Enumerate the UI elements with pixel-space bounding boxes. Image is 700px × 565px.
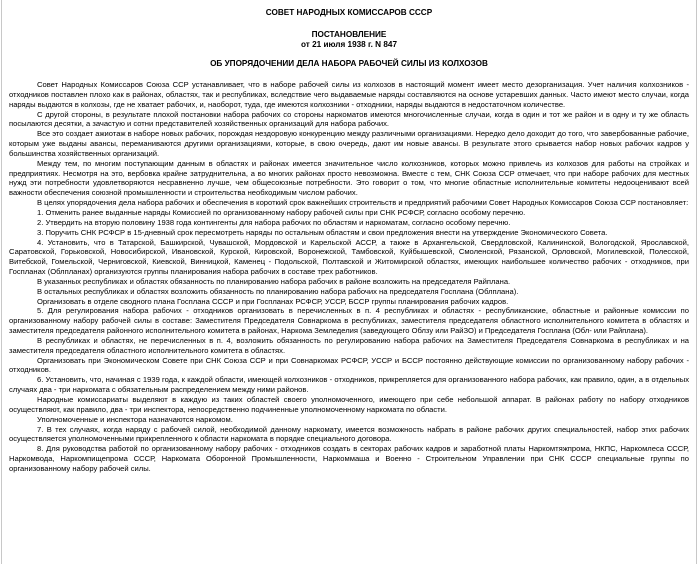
paragraph: В указанных республиках и областях обязанность по планированию набора рабочих в районе возложить на председателя Райплана.: [37, 276, 511, 286]
document-text: [9, 80, 689, 474]
paragraph: Организовать при Экономическом Совете при СНК Союза ССР и при Совнаркомах РСФСР, УССР и БССР постоянно действующие комиссии по организованному набору рабочих - отходников.: [9, 355, 689, 375]
document-frame: [1, 0, 697, 564]
document-header: [9, 8, 689, 69]
paragraph: 7. В тех случаях, когда наряду с рабочей силой, необходимой данному наркомату, имеется возможность набрать в районе рабочих других специальностей, набор этих рабочих осуществляется уполномоченными прикрепленного к области наркомата в порядке специального договора.: [9, 424, 689, 444]
paragraph: Все это создает ажиотаж в наборе новых рабочих, порождая нездоровую конкуренцию между различными организациями. Нередко дело доходит до того, что завербованные рабочие, которым уже выданы авансы, переманиваются другими организациями, которые, в свою очередь, дают им новые авансы. В результате этого срывается набор новых рабочих кадров у большинства хозяйственных организаций.: [9, 129, 689, 158]
paragraph: 6. Установить, что, начиная с 1939 года, к каждой области, имеющей колхозников - отходников, прикрепляется для организованного набора рабочих, как правило, один, а в отдельных случаях два - три наркомата с обязательным распределением между ними районов.: [9, 375, 689, 395]
paragraph: В республиках и областях, не перечисленных в п. 4, возложить обязанность по регулированию набора рабочих на Заместителя Председателя Совнаркома в республиках и на заместителя председателя областного исполнительного комитета в областях.: [9, 335, 689, 355]
paragraph: Между тем, по многим поступающим данным в областях и районах имеется значительное число колхозников, которых можно привлечь из колхозов для работы на стройках и предприятиях. Несмотря на это, вербовка крайне затруднительна, а во многих районах просто невозможна. Вместе с тем, СНК Союза ССР отмечает, что при наборе рабочих для местных нужд эти потребности удовлетворяются несравненно лучше, чем общесоюзные потребности. Это говорит о том, что многие областные исполнительные комитеты недооценивают всей важности обеспечения союзной промышленности и строительства необходимым числом рабочих.: [9, 158, 689, 198]
document-date: от 21 июля 1938 г. N 847: [300, 40, 397, 49]
paragraph: 5. Для регулирования набора рабочих - отходников организовать в перечисленных в п. 4 республиках и областях - республиканские, областные и районные комиссии по организованному набору рабочей силы в составе: Заместителя Председателя Совнаркома в республиках, заместителя председателя областного исполнительного комитета в областях и заместителя председателя районного исполнительного комитета в районах, Наркома Земледелия (заведующего Облзу или РайЗО) и Председателя Госплана (Обл- или Райплана).: [9, 306, 689, 336]
paragraph: Народные комиссариаты выделяют в каждую из таких областей своего уполномоченного, имеющего при себе небольшой аппарат. В районах работу по набору отходников осуществляют, как правило, два - три инспектора, непосредственно подчиненные уполномоченному наркомата по области.: [9, 395, 689, 414]
paragraph: 1. Отменить ранее выданные наряды Комиссией по организованному набору рабочей силы при СНК РСФСР, согласно особому перечню.: [37, 207, 526, 217]
paragraph: С другой стороны, в результате плохой постановки набора рабочих со стороны наркоматов имеются многочисленные случаи, когда в один и тот же район и в одну и ту же область посылаются десятки, а зачастую и сотни представителей хозяйственных организаций для набора рабочих.: [9, 109, 689, 129]
paragraph: 2. Утвердить на вторую половину 1938 года контингенты для набора рабочих по областям и наркоматам, согласно особому перечню.: [37, 217, 511, 227]
paragraph: Организовать в отделе сводного плана Госплана СССР и при Госпланах РСФСР, УССР, БССР группы планирования рабочих кадров.: [37, 296, 509, 306]
paragraph: Уполномоченные и инспектора назначаются наркомом.: [37, 414, 233, 424]
paragraph: Совет Народных Комиссаров Союза ССР устанавливает, что в наборе рабочей силы из колхозов в настоящий момент имеет место дезорганизация. Учет наличия колхозников - отходников поставлен плохо как в районах, областях, так и республиках, вследствие чего выдаваемые наряды составляются на основе устаревших данных. Часто имеют место случаи, когда наряды выдаются в колхозы, где не хватает рабочих, и, наоборот, туда, где имеются колхозники - отходники, наряды выдаются в недостаточном количестве.: [9, 80, 689, 109]
document-type: ПОСТАНОВЛЕНИЕ: [311, 30, 387, 39]
document-title: ОБ УПОРЯДОЧЕНИИ ДЕЛА НАБОРА РАБОЧЕЙ СИЛЫ ИЗ КОЛХОЗОВ: [210, 59, 488, 68]
paragraph: 4. Установить, что в Татарской, Башкирской, Чувашской, Мордовской и Карельской АССР, а также в Архангельской, Свердловской, Калининской, Вологодской, Ярославской, Саратовской, Горьковской, Новосибирской, Ивановской, Курской, Кировской, Воронежской, Тамбовской, Куйбышевской, Смоленской, Рязанской, Орловской, Могилевской, Полесской, Витебской, Гомельской, Черниговской, Киевской, Винницкой, Каменец - Подольской, Полтавской и Житомирской областях, имеющих наибольшее количество рабочих - отходников, при Госпланах (Облпланах) организуются группы планирования набора рабочих в составе трех работников.: [9, 237, 689, 277]
paragraph: В остальных республиках и областях возложить обязанность по планированию набора рабочих на председателя Госплана (Облплана).: [37, 286, 519, 296]
paragraph: В целях упорядочения дела набора рабочих и обеспечения в короткий срок важнейших строительств и предприятий рабочими Совет Народных Комиссаров Союза ССР постановляет:: [37, 198, 689, 208]
paragraph: 3. Поручить СНК РСФСР в 15-дневный срок пересмотреть наряды по остальным областям и свои предложения внести на утверждение Экономического Совета.: [37, 227, 608, 237]
document-body: [2, 0, 696, 474]
paragraph: 8. Для руководства работой по организованному набору рабочих - отходников создать в секторах рабочих кадров и заработной платы Наркомтяжпрома, НКПС, Наркомлеса СССР, Наркомвода, Наркомпищепрома СССР, Наркомата Оборонной Промышленности, Наркоммаша и Военно - Строительном Управлении при СНК СССР специальные группы по организованному набору рабочей силы.: [9, 444, 689, 473]
issuing-authority: СОВЕТ НАРОДНЫХ КОМИССАРОВ СССР: [265, 8, 433, 17]
